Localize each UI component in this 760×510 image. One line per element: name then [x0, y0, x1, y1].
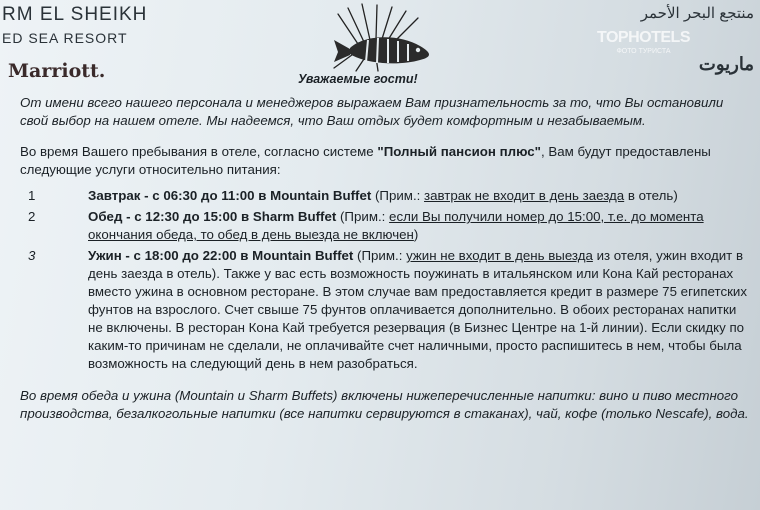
list-item: [20, 187, 750, 205]
item-text: [88, 187, 750, 205]
list-item: [20, 208, 750, 244]
watermark-brand: TOPHOTELS: [597, 29, 690, 46]
list-item: [20, 247, 750, 373]
meal-title: Обед - с 12:30 до 15:00 в Sharm Buffet: [88, 209, 337, 224]
resort-logo: [2, 4, 252, 82]
note-close: из отеля, ужин входит в день заезда в отель).: [88, 248, 744, 281]
board-tail: , Вам будут предоставлены следующие услуги относительно питания:: [20, 144, 711, 177]
arabic-resort-name: منتجع البحر الأحمر: [640, 5, 754, 22]
resort-name-line1: RM EL SHEIKH: [2, 4, 148, 25]
note-underlined: если Вы получили номер до 15:00, т.е. до момента окончания обеда, то обед в день выезда не включен: [88, 209, 704, 242]
watermark-subtitle: ФОТО ТУРИСТА: [616, 48, 671, 55]
meal-title: Завтрак - с 06:30 до 11:00 в Mountain Buffet: [88, 188, 372, 203]
marriott-logo: Marriott.: [8, 60, 106, 82]
intro-paragraph: От имени всего нашего персонала и менеджеров выражаем Вам признательность за то, что Вы остановили свой выбор на нашем отеле. Мы надеемся, что Ваш отдых будет комфортным и незабываемым.: [20, 95, 724, 128]
dinner-details: Также у вас есть возможность поужинать в итальянском или Кона Кай ресторанах вместо ужина в основном ресторане. В этом случае вам предоставляется кредит в размере 75 египетских фунтов на взрослого. Счет свыше 75 фунтов оплачивается дополнительно. В обоих ресторанах напитки не включены. В ресторан Кона Кай требуется резервация (в Бизнес Центре на 1-й линии). Если скидку по каким-то причинам не сделали, не оплачивайте счет наличными, просто распишитесь в нем, чтобы была возможность на следующий день в нем разобраться.: [88, 266, 747, 371]
note-close: ): [413, 227, 419, 242]
item-text: [88, 247, 750, 373]
note-close: в отель): [624, 188, 678, 203]
tophotels-watermark: [597, 30, 690, 55]
note-open: (Прим.:: [371, 188, 425, 203]
note-underlined: ужин не входит в день выезда: [406, 248, 593, 263]
item-number: 2: [28, 209, 36, 224]
drinks-paragraph: Во время обеда и ужина (Mountain и Sharm Buffets) включены нижеперечисленные напитки: вино и пиво местного производства, безалкогольные напитки (все напитки сервируются в стаканах), чай, кофе (только Nescafe), вода.: [20, 388, 749, 421]
note-open: (Прим.:: [336, 209, 390, 224]
note-underlined: завтрак не входит в день заезда: [424, 188, 625, 203]
board-paragraph: [20, 143, 750, 179]
resort-name-line2: ED SEA RESORT: [2, 30, 128, 46]
item-text: [88, 208, 750, 244]
meal-list: [20, 187, 750, 373]
board-name: "Полный пансион плюс": [377, 144, 541, 159]
meal-title: Ужин - с 18:00 до 22:00 в Mountain Buffet: [88, 248, 354, 263]
item-number: 3: [28, 248, 36, 263]
note-open: (Прим.:: [353, 248, 407, 263]
letter-body: [20, 94, 750, 423]
greeting: Уважаемые гости!: [298, 72, 418, 86]
lionfish-icon: [320, 2, 445, 72]
item-number: 1: [28, 188, 36, 203]
board-lead: Во время Вашего пребывания в отеле, согласно системе: [20, 144, 378, 159]
arabic-brand: ماريوت: [698, 54, 754, 74]
